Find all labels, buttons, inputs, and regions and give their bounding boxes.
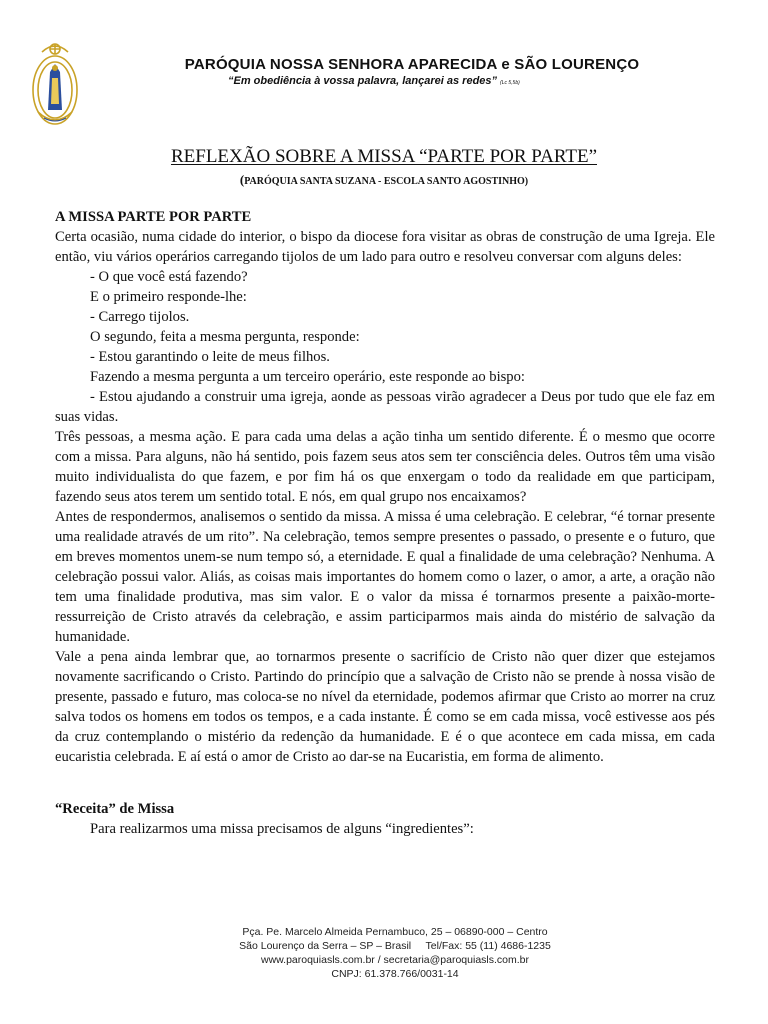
subtitle-text: PARÓQUIA SANTA SUZANA - ESCOLA SANTO AGOSTINHO) [244,176,529,187]
parish-name: PARÓQUIA NOSSA SENHORA APARECIDA e SÃO LOURENÇO [184,56,640,73]
paragraph: Para realizarmos uma missa precisamos de alguns “ingredientes”: [90,821,474,837]
dialogue-line: - Estou garantindo o leite de meus filhos. [90,349,330,365]
parish-crest-icon [28,38,82,128]
footer-address: Pça. Pe. Marcelo Almeida Pernambuco, 25 – 06890-000 – Centro [242,926,548,938]
footer-web-email: www.paroquiasls.com.br / secretaria@paroquiasls.com.br [260,954,529,966]
document-title: REFLEXÃO SOBRE A MISSA “PARTE POR PARTE” [170,146,597,167]
footer-cnpj: CNPJ: 61.378.766/0031-14 [331,968,459,980]
subtitle-paren: ( [239,172,245,187]
dialogue-line: - Estou ajudando a construir uma igreja, aonde as pessoas virão agradecer a Deus por tudo que ele faz em suas vidas. [55,389,715,425]
section-spacer [55,767,715,799]
paragraph: Certa ocasião, numa cidade do interior, o bispo da diocese fora visitar as obras de construção de uma Igreja. Ele então, viu vários operários carregando tijolos de um lado para outro e resolveu conversar com alguns deles: [55,229,715,265]
parish-motto [228,75,520,87]
dialogue-line: - Carrego tijolos. [90,309,190,325]
paragraph: Vale a pena ainda lembrar que, ao tornarmos presente o sacrifício de Cristo não quer dizer que estejamos novamente sacrificando o Cristo. Partindo do princípio que a salvação de Cristo não se prende à nossa visão de presente, passado e futuro, mas coloca-se no nível da eternidade, podemos afirmar que Cristo ao morrer na cruz salva todos os homens em todos os tempos, e a cada instante. É como se em cada missa, você estivesse aos pés da cruz contemplando o mistério da redenção da humanidade. E é o que acontece em cada missa, em cada eucaristia celebrada. E aí está o amor de Cristo ao dar-se na Eucaristia, em forma de alimento. [55,649,715,765]
section-heading: “Receita” de Missa [55,801,175,817]
dialogue-line: O segundo, feita a mesma pergunta, responde: [90,329,360,345]
paragraph: Antes de respondermos, analisemos o sentido da missa. A missa é uma celebração. E celebrar, “é tornar presente uma realidade através de um rito”. Na celebração, temos sempre presentes o passado, o presente e o futuro, que em breves momentos unem-se num tempo só, a eternidade. E qual a finalidade de uma celebração? Nenhuma. A celebração possui valor. Aliás, as coisas mais importantes do homem como o lazer, o amor, a arte, a oração não tem uma finalidade produtiva, mas sim valor. E o valor da missa é tornarmos presente a paixão-morte-ressurreição de Cristo através da celebração, e assim participarmos mais ainda do mistério de salvação da humanidade. [55,509,715,645]
dialogue-line: Fazendo a mesma pergunta a um terceiro operário, este responde ao bispo: [90,369,525,385]
dialogue-line: E o primeiro responde-lhe: [90,289,247,305]
dialogue-line: - O que você está fazendo? [90,269,248,285]
document-subtitle [0,172,768,188]
page-footer [0,925,768,981]
paragraph: Três pessoas, a mesma ação. E para cada uma delas a ação tinha um sentido diferente. É o mesmo que ocorre com a missa. Para alguns, não há sentido, pois fazem seus atos sem ter consciência deles. Outros têm uma visão muito individualista do que fazem, e por fim há os que enxergam o todo da realidade em que participam, fazendo seus atos terem um sentido total. E nós, em qual grupo nos encaixamos? [55,429,715,505]
footer-city-phone: São Lourenço da Serra – SP – Brasil Tel/Fax: 55 (11) 4686-1235 [239,940,551,952]
document-body [55,207,715,839]
section-heading: A MISSA PARTE POR PARTE [55,209,252,225]
motto-citation: (Lc 5,5b) [500,80,520,86]
motto-text: “Em obediência à vossa palavra, lançarei as redes” [228,75,498,87]
